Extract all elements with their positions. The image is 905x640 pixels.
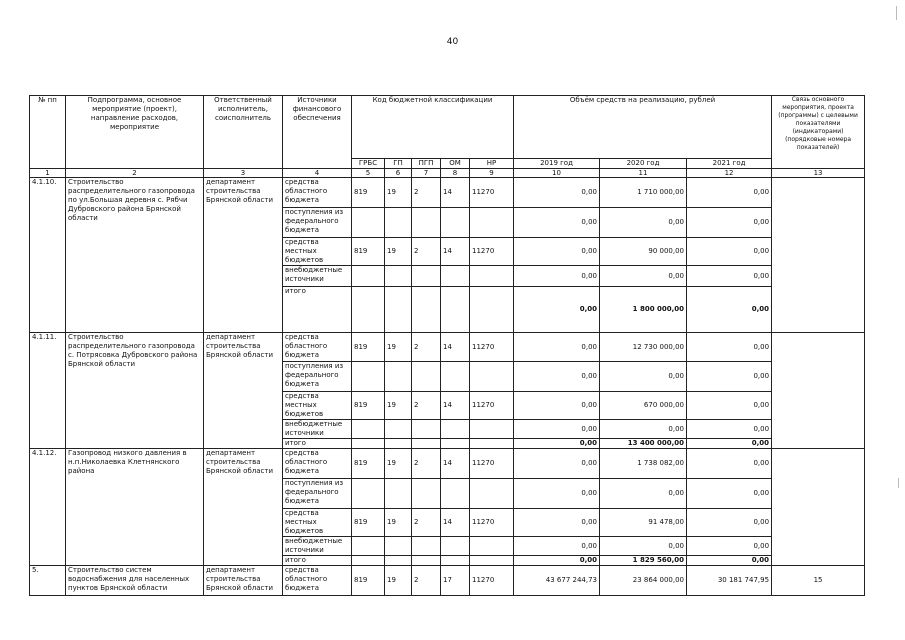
row-executor: департамент строительства Брянской области xyxy=(204,566,283,596)
code-cell: 2 xyxy=(412,238,441,266)
total-cell: 1 829 560,00 xyxy=(632,556,685,564)
table-row xyxy=(30,449,865,479)
amount-cell: 43 677 244,73 xyxy=(514,566,600,596)
total-cell: 0,00 xyxy=(579,439,598,447)
total-cell: 0,00 xyxy=(579,556,598,564)
page-number: 40 xyxy=(446,37,459,47)
source-cell: внебюджетные источники xyxy=(283,420,352,439)
code-cell: 11270 xyxy=(470,178,514,208)
amount-cell: 91 478,00 xyxy=(600,509,687,537)
col-number: 3 xyxy=(204,169,283,178)
amount-cell: 0,00 xyxy=(600,266,687,287)
code-cell: 819 xyxy=(352,238,385,266)
amount-cell: 0,00 xyxy=(600,420,687,439)
code-cell: 819 xyxy=(352,509,385,537)
amount-cell: 0,00 xyxy=(600,208,687,238)
source-cell: средства областного бюджета xyxy=(283,449,352,479)
row-executor: департамент строительства Брянской области xyxy=(204,178,283,333)
table-row xyxy=(30,566,865,596)
col-number: 7 xyxy=(412,169,441,178)
header-om: ОМ xyxy=(441,159,470,169)
code-cell: 11270 xyxy=(470,238,514,266)
code-cell: 14 xyxy=(441,178,470,208)
amount-cell: 0,00 xyxy=(514,266,600,287)
header-gp: ГП xyxy=(385,159,412,169)
row-name: Газопровод низкого давления в н.п.Николаевка Клетнянского района xyxy=(66,449,204,566)
col-number: 2 xyxy=(66,169,204,178)
col-number: 6 xyxy=(385,169,412,178)
amount-cell: 0,00 xyxy=(687,479,772,509)
total-cell: 0,00 xyxy=(751,305,770,313)
table-row xyxy=(30,178,865,208)
amount-cell: 23 864 000,00 xyxy=(600,566,687,596)
header-budget-code: Код бюджетной классификации xyxy=(352,96,514,159)
header-nr: НР xyxy=(470,159,514,169)
link-cell: 15 xyxy=(772,566,865,596)
code-cell: 19 xyxy=(385,449,412,479)
source-cell: внебюджетные источники xyxy=(283,266,352,287)
amount-cell: 0,00 xyxy=(687,362,772,392)
amount-cell: 0,00 xyxy=(514,537,600,556)
amount-cell: 0,00 xyxy=(600,362,687,392)
source-cell: итого xyxy=(283,287,352,333)
row-name: Строительство распределительного газопровода с. Потрясовка Дубровского района Брянской области xyxy=(66,333,204,449)
code-cell: 2 xyxy=(412,392,441,420)
header-2020: 2020 год xyxy=(600,159,687,169)
code-cell: 14 xyxy=(441,333,470,362)
col-number: 8 xyxy=(441,169,470,178)
amount-cell: 0,00 xyxy=(514,238,600,266)
code-cell: 14 xyxy=(441,509,470,537)
amount-cell: 0,00 xyxy=(514,509,600,537)
source-cell: поступления из федерального бюджета xyxy=(283,208,352,238)
col-number: 9 xyxy=(470,169,514,178)
col-number: 12 xyxy=(687,169,772,178)
code-cell: 11270 xyxy=(470,509,514,537)
code-cell: 19 xyxy=(385,333,412,362)
table-row xyxy=(30,333,865,362)
source-cell: итого xyxy=(283,556,352,566)
code-cell: 819 xyxy=(352,449,385,479)
row-num: 4.1.11. xyxy=(30,333,66,449)
source-cell: итого xyxy=(283,439,352,449)
code-cell: 19 xyxy=(385,509,412,537)
row-num: 4.1.10. xyxy=(30,178,66,333)
total-cell: 13 400 000,00 xyxy=(627,439,685,447)
amount-cell: 0,00 xyxy=(687,449,772,479)
code-cell: 14 xyxy=(441,449,470,479)
code-cell: 19 xyxy=(385,392,412,420)
code-cell: 19 xyxy=(385,178,412,208)
source-cell: средства областного бюджета xyxy=(283,566,352,596)
row-num: 5. xyxy=(30,566,66,596)
source-cell: внебюджетные источники xyxy=(283,537,352,556)
col-number: 13 xyxy=(772,169,865,178)
amount-cell: 30 181 747,95 xyxy=(687,566,772,596)
code-cell: 14 xyxy=(441,392,470,420)
amount-cell: 0,00 xyxy=(514,449,600,479)
header-subprogram: Подпрограмма, основное мероприятие (проект), направление расходов, мероприятие xyxy=(66,96,204,169)
code-cell: 819 xyxy=(352,392,385,420)
source-cell: средства областного бюджета xyxy=(283,178,352,208)
amount-cell: 670 000,00 xyxy=(600,392,687,420)
amount-cell: 0,00 xyxy=(514,333,600,362)
source-cell: средства местных бюджетов xyxy=(283,509,352,537)
amount-cell: 0,00 xyxy=(514,420,600,439)
header-executor: Ответственный исполнитель, соисполнитель xyxy=(204,96,283,169)
code-cell: 819 xyxy=(352,566,385,596)
amount-cell: 0,00 xyxy=(514,392,600,420)
code-cell: 2 xyxy=(412,509,441,537)
header-pgp: ПГП xyxy=(412,159,441,169)
link-cell xyxy=(772,333,865,449)
budget-table xyxy=(29,95,865,596)
amount-cell: 0,00 xyxy=(687,537,772,556)
code-cell: 2 xyxy=(412,566,441,596)
amount-cell: 0,00 xyxy=(687,420,772,439)
amount-cell: 0,00 xyxy=(514,479,600,509)
amount-cell: 0,00 xyxy=(514,208,600,238)
total-cell: 0,00 xyxy=(751,439,770,447)
total-cell: 0,00 xyxy=(751,556,770,564)
amount-cell: 1 710 000,00 xyxy=(600,178,687,208)
amount-cell: 0,00 xyxy=(687,238,772,266)
amount-cell: 0,00 xyxy=(687,333,772,362)
total-cell: 0,00 xyxy=(579,305,598,313)
code-cell: 17 xyxy=(441,566,470,596)
amount-cell: 0,00 xyxy=(600,479,687,509)
row-executor: департамент строительства Брянской области xyxy=(204,333,283,449)
amount-cell: 0,00 xyxy=(687,178,772,208)
amount-cell: 12 730 000,00 xyxy=(600,333,687,362)
code-cell: 11270 xyxy=(470,566,514,596)
scan-edge-mark xyxy=(896,6,897,20)
amount-cell: 0,00 xyxy=(687,392,772,420)
source-cell: поступления из федерального бюджета xyxy=(283,479,352,509)
row-name: Строительство распределительного газопровода по ул.Большая деревня с. Рябчи Дубровского района Брянской области xyxy=(66,178,204,333)
code-cell: 819 xyxy=(352,178,385,208)
amount-cell: 1 738 082,00 xyxy=(600,449,687,479)
scan-edge-mark xyxy=(898,478,899,488)
row-num: 4.1.12. xyxy=(30,449,66,566)
total-cell: 1 800 000,00 xyxy=(632,305,685,313)
source-cell: средства местных бюджетов xyxy=(283,392,352,420)
col-number: 11 xyxy=(600,169,687,178)
amount-cell: 0,00 xyxy=(514,362,600,392)
link-cell xyxy=(772,449,865,566)
code-cell: 11270 xyxy=(470,333,514,362)
code-cell: 11270 xyxy=(470,392,514,420)
col-number: 10 xyxy=(514,169,600,178)
source-cell: средства местных бюджетов xyxy=(283,238,352,266)
code-cell: 14 xyxy=(441,238,470,266)
code-cell: 19 xyxy=(385,238,412,266)
row-executor: департамент строительства Брянской области xyxy=(204,449,283,566)
col-number: 1 xyxy=(30,169,66,178)
amount-cell: 0,00 xyxy=(514,178,600,208)
amount-cell: 0,00 xyxy=(687,208,772,238)
col-number: 4 xyxy=(283,169,352,178)
code-cell: 2 xyxy=(412,449,441,479)
header-volume: Объём средств на реализацию, рублей xyxy=(514,96,772,159)
code-cell: 19 xyxy=(385,566,412,596)
header-source: Источники финансового обеспечения xyxy=(283,96,352,169)
code-cell: 2 xyxy=(412,178,441,208)
code-cell: 2 xyxy=(412,333,441,362)
code-cell: 819 xyxy=(352,333,385,362)
header-num: № пп xyxy=(30,96,66,169)
amount-cell: 0,00 xyxy=(600,537,687,556)
header-grbs: ГРБС xyxy=(352,159,385,169)
amount-cell: 0,00 xyxy=(687,509,772,537)
header-2021: 2021 год xyxy=(687,159,772,169)
amount-cell: 0,00 xyxy=(687,266,772,287)
amount-cell: 90 000,00 xyxy=(600,238,687,266)
source-cell: поступления из федерального бюджета xyxy=(283,362,352,392)
col-number: 5 xyxy=(352,169,385,178)
header-link: Связь основного мероприятия, проекта (программы) с целевыми показателями (индикаторами) (порядковые номера показателей) xyxy=(772,96,865,169)
code-cell: 11270 xyxy=(470,449,514,479)
link-cell xyxy=(772,178,865,333)
row-name: Строительство систем водоснабжения для населенных пунктов Брянской области xyxy=(66,566,204,596)
source-cell: средства областного бюджета xyxy=(283,333,352,362)
header-2019: 2019 год xyxy=(514,159,600,169)
